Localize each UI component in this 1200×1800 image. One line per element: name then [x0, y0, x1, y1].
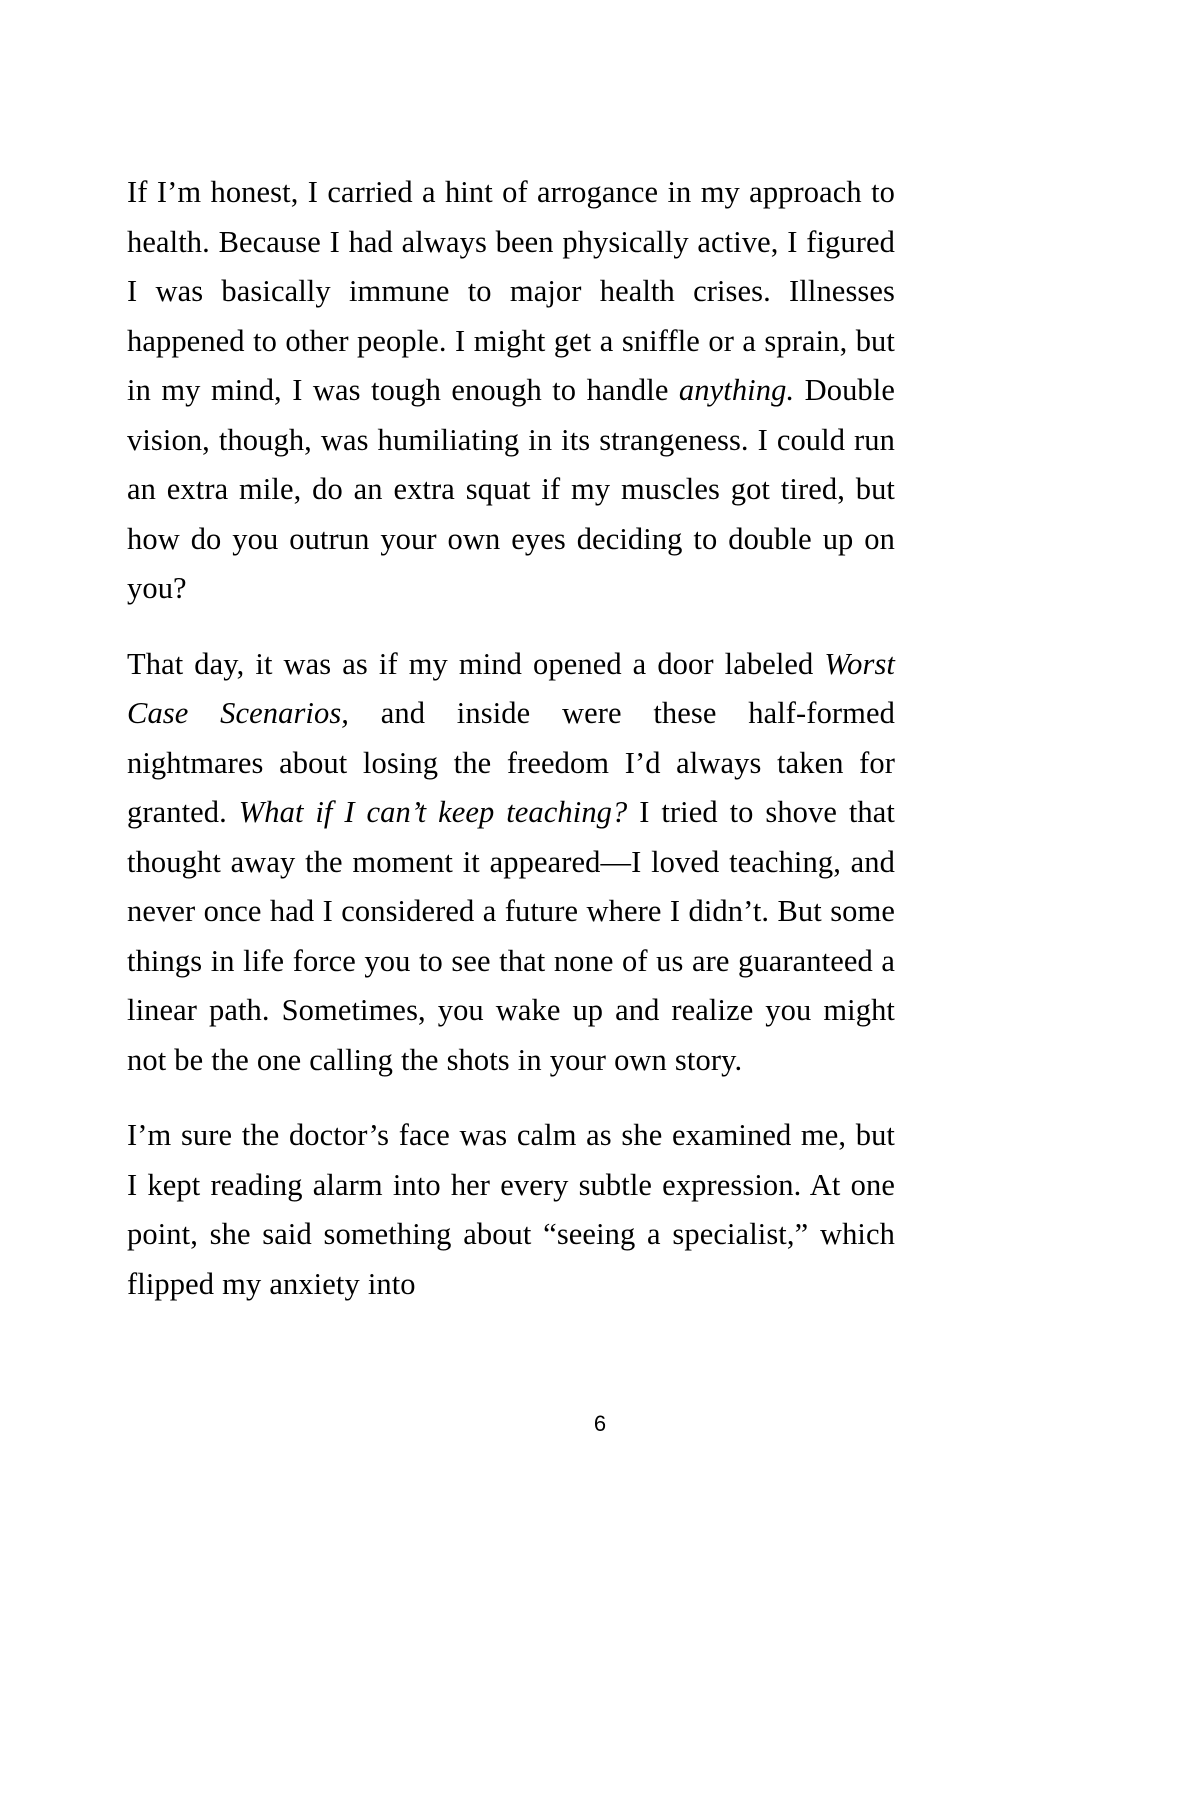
text-run: and inside were these half-formed nightmares about losing the freedom I’d always taken for granted.	[127, 696, 895, 829]
text-run: Double vision, though, was humiliating in its strangeness. I could run an extra mile, do an extra squat if my muscles got tired, but how do you outrun your own eyes deciding to double up on you?	[127, 373, 895, 605]
text-run: I tried to shove that thought away the moment it appeared—I loved teaching, and never once had I considered a future where I didn’t. But some things in life force you to see that none of us are guaranteed a linear path. Sometimes, you wake up and realize you might not be the one calling the shots in your own story.	[127, 795, 895, 1077]
paragraph-3	[127, 1111, 895, 1309]
page-number: 6	[593, 1411, 607, 1436]
paragraph-1	[127, 168, 895, 614]
text-run: If I’m honest, I carried a hint of arrogance in my approach to health. Because I had always been physically active, I figured I was basically immune to major health crises. Illnesses happened to other people. I might get a sniffle or a sprain, but in my mind, I was tough enough to handle	[127, 175, 895, 407]
italic-run: What if I can’t keep teaching?	[238, 795, 628, 829]
page-text-block	[127, 168, 895, 1309]
italic-run: anything.	[678, 373, 795, 407]
paragraph-2	[127, 640, 895, 1086]
italic-run: Worst Case Scenarios,	[127, 646, 895, 730]
text-run: That day, it was as if my mind opened a door labeled	[127, 646, 825, 681]
text-run: I’m sure the doctor’s face was calm as she examined me, but I kept reading alarm into her every subtle expression. At one point, she said something about “seeing a specialist,” which flipped my anxiety into	[127, 1118, 895, 1301]
